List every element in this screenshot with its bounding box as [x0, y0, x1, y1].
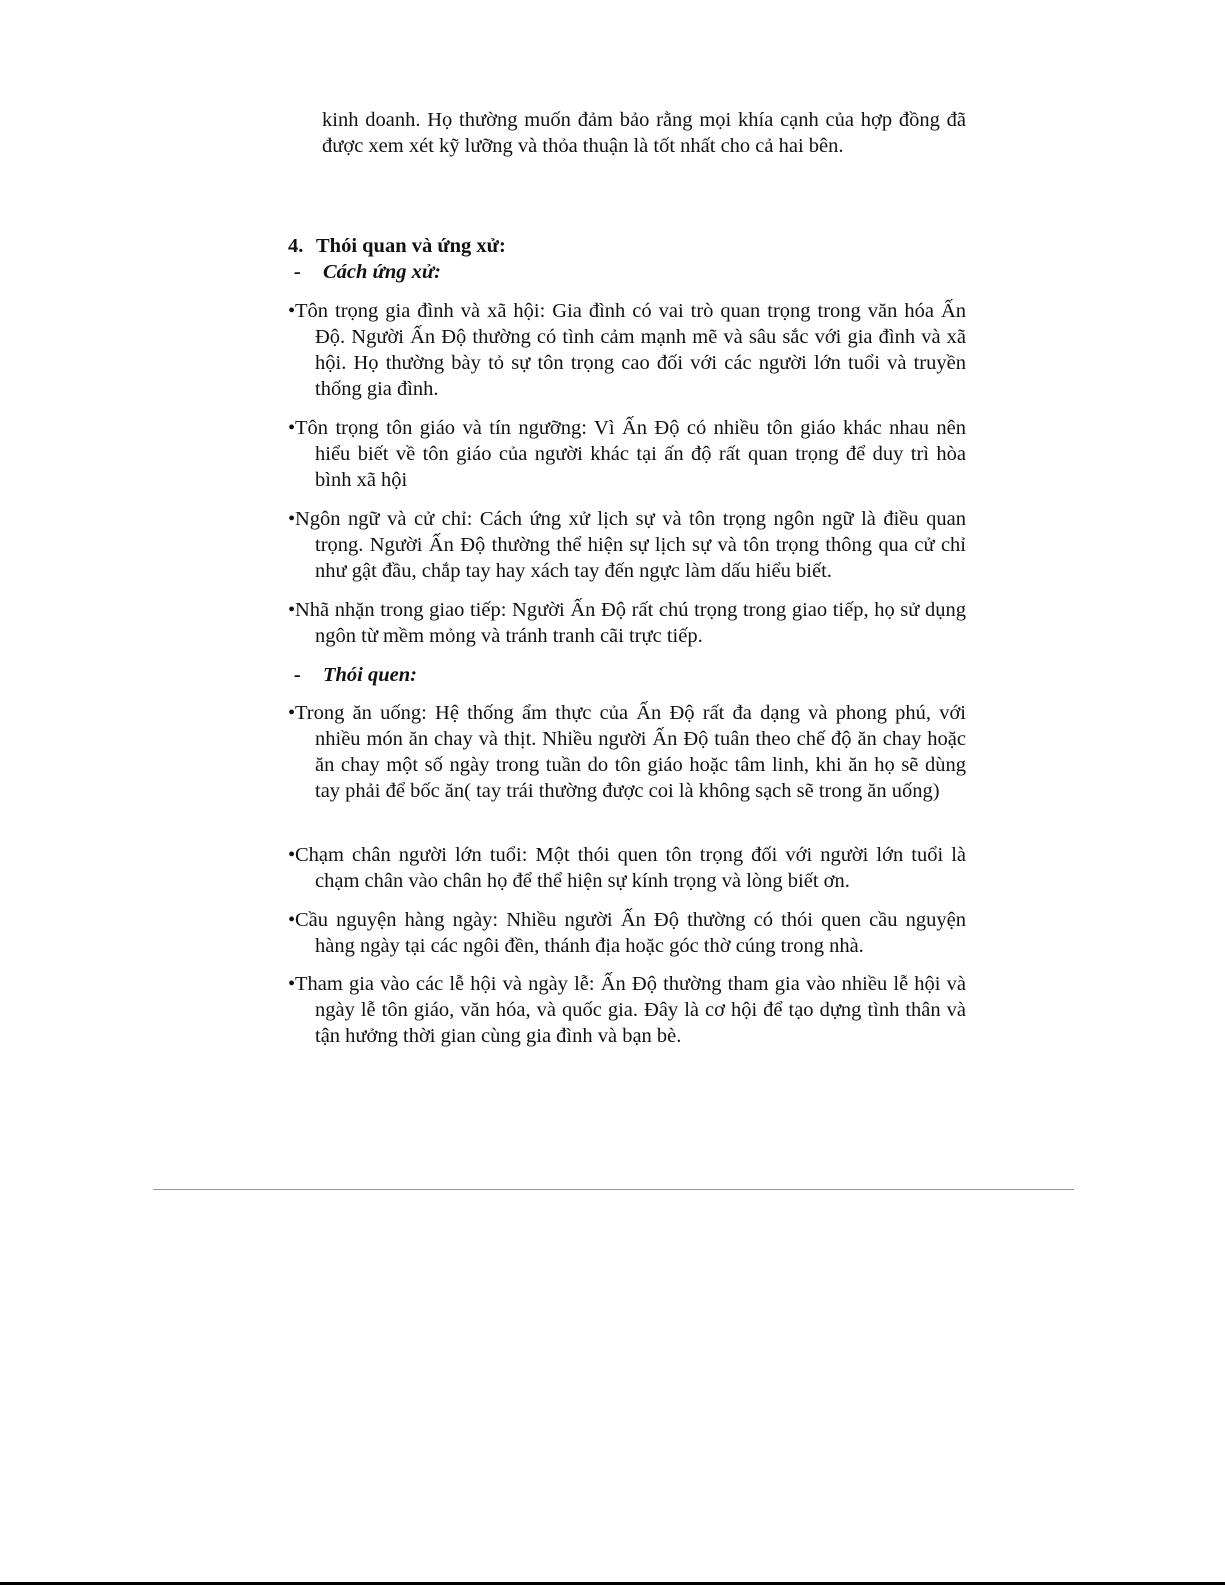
list-item-text: Tôn trọng tôn giáo và tín ngưỡng: Vì Ấn Độ có nhiều tôn giáo khác nhau nên hiểu biết về tôn giáo của người khác tại ấn độ rất quan trọng để duy trì hòa bình xã hội — [295, 417, 966, 491]
list-item-text: Tham gia vào các lễ hội và ngày lễ: Ấn Độ thường tham gia vào nhiều lễ hội và ngày lễ tôn giáo, văn hóa, và quốc gia. Đây là cơ hội để tạo dựng tình thân và tận hưởng thời gian cùng gia đình và bạn bè. — [295, 973, 966, 1047]
list-item-text: Cầu nguyện hàng ngày: Nhiều người Ấn Độ thường có thói quen cầu nguyện hàng ngày tại các ngôi đền, thánh địa hoặc góc thờ cúng trong nhà. — [295, 909, 966, 957]
bullet-glyph: • — [288, 508, 296, 530]
subheading-habits — [294, 662, 417, 688]
list-item — [288, 298, 966, 402]
list-item — [288, 700, 966, 804]
subheading-dash: - — [294, 261, 301, 283]
list-item — [288, 597, 966, 649]
list-item-text: Ngôn ngữ và cử chỉ: Cách ứng xử lịch sự và tôn trọng ngôn ngữ là điều quan trọng. Người Ấn Độ thường thể hiện sự lịch sự và tôn trọng thông qua cử chỉ như gật đầu, chắp tay hay xách tay đến ngực làm dấu hiểu biết. — [295, 508, 966, 582]
list-item — [288, 907, 966, 959]
bullet-glyph: • — [288, 417, 296, 439]
list-item-text: Tôn trọng gia đình và xã hội: Gia đình có vai trò quan trọng trong văn hóa Ấn Độ. Người Ấn Độ thường có tình cảm mạnh mẽ và sâu sắc với gia đình và xã hội. Họ thường bày tỏ sự tôn trọng cao đối với các người lớn tuổi và truyền thống gia đình. — [295, 300, 966, 400]
bullet-glyph: • — [288, 844, 296, 866]
section-number: 4. — [288, 235, 304, 257]
list-item — [288, 971, 966, 1049]
list-item-text: Chạm chân người lớn tuổi: Một thói quen tôn trọng đối với người lớn tuổi là chạm chân vào chân họ để thể hiện sự kính trọng và lòng biết ơn. — [295, 844, 966, 892]
bullet-glyph: • — [288, 702, 296, 724]
list-item — [288, 415, 966, 493]
list-item — [288, 842, 966, 894]
section-heading — [288, 233, 506, 259]
subheading-title: Cách ứng xử: — [323, 261, 441, 283]
subheading-title: Thói quen: — [323, 664, 417, 686]
list-item — [288, 506, 966, 584]
page-divider — [153, 1189, 1074, 1190]
bullet-glyph: • — [288, 973, 296, 995]
section-title: Thói quan và ứng xử: — [316, 235, 506, 257]
subheading-dash: - — [294, 664, 301, 686]
bullet-glyph: • — [288, 599, 296, 621]
list-item-text: Trong ăn uống: Hệ thống ẩm thực của Ấn Độ rất đa dạng và phong phú, với nhiều món ăn chay và thịt. Nhiều người Ấn Độ tuân theo chế độ ăn chay hoặc ăn chay một số ngày trong tuần do tôn giáo hoặc tâm linh, khi ăn họ sẽ dùng tay phải để bốc ăn( tay trái thường được coi là không sạch sẽ trong ăn uống) — [295, 702, 966, 802]
continuation-paragraph: kinh doanh. Họ thường muốn đảm bảo rằng mọi khía cạnh của hợp đồng đã được xem xét kỹ lưỡng và thỏa thuận là tốt nhất cho cả hai bên. — [322, 109, 966, 157]
subheading-behavior — [294, 259, 441, 285]
list-item-text: Nhã nhặn trong giao tiếp: Người Ấn Độ rất chú trọng trong giao tiếp, họ sử dụng ngôn từ mềm mỏng và tránh tranh cãi trực tiếp. — [295, 599, 966, 647]
bullet-glyph: • — [288, 909, 296, 931]
bullet-glyph: • — [288, 300, 296, 322]
